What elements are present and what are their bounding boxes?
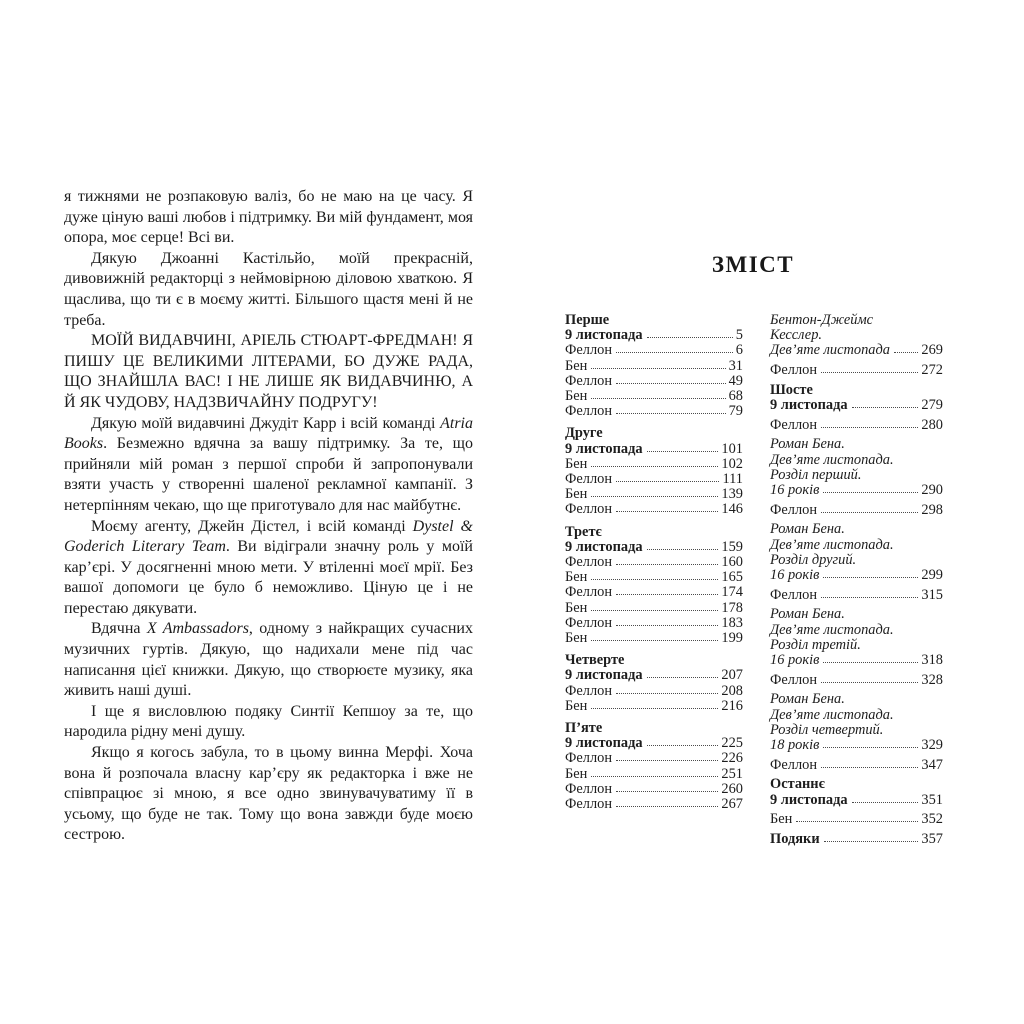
toc-entry-row: [565, 668, 743, 683]
toc-italic-block: [770, 607, 943, 668]
toc-page-number: 290: [921, 482, 943, 499]
toc-column-right: [770, 313, 943, 847]
toc-title: ЗМІСТ: [711, 252, 795, 277]
paragraph: [64, 331, 473, 413]
toc-entry-label: 9 листопада: [565, 667, 643, 684]
body-text: Дякую моїй видавчині Джудіт Карр і всій команді: [91, 414, 441, 432]
toc-entry-block: [565, 404, 743, 419]
toc-entry-block: [565, 751, 743, 766]
toc-entry-label: Феллон: [770, 671, 818, 688]
toc-italic-block: [770, 692, 943, 753]
toc-italic-block: [770, 522, 943, 583]
toc-entry-block: [565, 585, 743, 600]
toc-entry-label: Феллон: [770, 756, 818, 773]
toc-entry-row: [565, 359, 743, 374]
toc-page-number: 79: [728, 403, 743, 420]
toc-page-number: 178: [721, 599, 743, 616]
toc-entry-row: [770, 738, 943, 753]
dot-leader: [616, 352, 733, 353]
dot-leader: [616, 625, 718, 626]
toc-page-number: 160: [721, 554, 743, 571]
toc-entry-row: [565, 502, 743, 517]
toc-entry-block: [565, 555, 743, 570]
toc-entry-block: [565, 457, 743, 472]
toc-entry-row: [770, 758, 943, 773]
toc-entry-label: Феллон: [565, 471, 613, 488]
dot-leader: [647, 677, 719, 678]
paragraph: [64, 187, 473, 249]
toc-entry-row: [770, 418, 943, 433]
toc-italic-line: Бентон-Джеймс: [770, 312, 874, 328]
toc-entry-block: [770, 758, 943, 773]
toc-entry-row: [770, 363, 943, 378]
toc-page-number: 329: [921, 737, 943, 754]
toc-entry-label: Бен: [565, 455, 588, 472]
toc-entry-row: [565, 457, 743, 472]
toc-section-title: П’яте: [565, 720, 603, 737]
toc-section-block: [770, 383, 943, 413]
toc-entry-block: [770, 588, 943, 603]
toc-page-number: 280: [921, 416, 943, 433]
toc-page-number: 216: [721, 697, 743, 714]
toc-entry-row: [565, 570, 743, 585]
toc-entry-block: [565, 631, 743, 646]
toc-page-number: 165: [721, 569, 743, 586]
toc-entry-row: [565, 601, 743, 616]
toc-entry-row: [565, 472, 743, 487]
dot-leader: [821, 427, 918, 428]
body-text: Дякую Джоанні Кастільйо, моїй прекрасній, дивовижній редакторці з неймовірною діловою хваткою. Я щаслива, що ти є в моєму житті. Більшого щастя мені й не треба.: [64, 249, 473, 329]
toc-italic-line: Роман Бена.: [770, 436, 845, 453]
toc-entry-label: Подяки: [770, 831, 820, 848]
toc-entry-row: [770, 398, 943, 413]
paragraph: [64, 249, 473, 331]
toc-entry-label: Феллон: [565, 682, 613, 699]
toc-section-block: [565, 313, 743, 343]
toc-entry-block: [770, 418, 943, 433]
dot-leader: [894, 352, 918, 353]
dot-leader: [616, 413, 726, 414]
dot-leader: [591, 368, 725, 369]
toc-page-number: 225: [721, 735, 743, 752]
dot-leader: [591, 610, 718, 611]
toc-italic-block: [770, 313, 943, 359]
toc-entry-row: [770, 793, 943, 808]
toc-italic-line: Розділ другий.: [770, 551, 857, 568]
toc-entry-label: Бен: [565, 765, 588, 782]
body-text: І ще я висловлюю подяку Синтії Кепшоу за те, що народила рідну мені душу.: [64, 702, 473, 741]
toc-page-number: 226: [721, 750, 743, 767]
toc-page-number: 318: [921, 652, 943, 669]
body-text: . Безмежно вдячна за вашу підтримку. За те, що прийняли мій роман з першої спроби й запропонували взяти участь у створенні шаленої рекламної кампанії. З нетерпінням чекаю, що ще приготувало для нас майбутнє.: [64, 435, 473, 514]
toc-entry-label: Феллон: [565, 750, 613, 767]
toc-entry-label: 18 років: [770, 737, 820, 754]
toc-entry-label: Феллон: [565, 780, 613, 797]
toc-entry-row: [565, 328, 743, 343]
toc-entry-label: Дев’яте листопада: [770, 342, 890, 359]
body-text: МОЇЙ ВИДАВЧИНІ, АРІЕЛЬ СТЮАРТ-ФРЕДМАН! Я ПИШУ ЦЕ ВЕЛИКИМИ ЛІТЕРАМИ, БО ДУЖЕ РАДА, ЩО ЗНАЙШЛА ВАС! І НЕ ЛИШЕ ЯК ВИДАВЧИНЮ, А Й ЯК ЧУДОВУ, НАДЗВИЧАЙНУ ПОДРУГУ!: [64, 332, 473, 411]
toc-entry-block: [770, 503, 943, 518]
body-text: . Ви відіграли значну роль у моїй кар’єрі. У досягненні мною мети. У втіленні моєї мрії. Без вашої допомоги це було б неможливо. Ціную це і не перестаю дякувати.: [64, 538, 473, 617]
toc-entry-row: [565, 404, 743, 419]
toc-entry-row: [770, 588, 943, 603]
toc-entry-row: [565, 555, 743, 570]
toc-section-block: [770, 777, 943, 807]
toc-entry-row: [565, 782, 743, 797]
dot-leader: [824, 841, 919, 842]
toc-entry-label: Феллон: [565, 342, 613, 359]
paragraph: [64, 743, 473, 846]
toc-entry-row: [565, 631, 743, 646]
dot-leader: [821, 372, 918, 373]
toc-section-title: Останнє: [770, 776, 825, 793]
dot-leader: [616, 564, 718, 565]
toc-page-number: 267: [721, 796, 743, 813]
dot-leader: [591, 579, 718, 580]
toc-entry-block: [565, 487, 743, 502]
toc-entry-label: 9 листопада: [565, 327, 643, 344]
toc-italic-line: Розділ четвертий.: [770, 721, 884, 738]
italic-name-text: X Ambassadors: [146, 620, 249, 638]
toc-entry-row: [565, 767, 743, 782]
toc-entry-label: Бен: [565, 569, 588, 586]
dot-leader: [647, 745, 719, 746]
toc-entry-label: Бен: [565, 388, 588, 405]
toc-entry-label: Бен: [770, 811, 793, 828]
toc-entry-label: Феллон: [565, 372, 613, 389]
toc-entry-block: [565, 359, 743, 374]
paragraph: [64, 702, 473, 743]
paragraph: [64, 414, 473, 517]
toc-entry-label: Бен: [565, 630, 588, 647]
toc-entry-row: [565, 797, 743, 812]
dot-leader: [852, 802, 919, 803]
toc-page-number: 315: [921, 586, 943, 603]
body-text: , одному з найкращих сучасних музичних гуртів. Дякую, що надихали мене під час написання цієї книжки. Дякую, що створюєте музику, яка живить наші душі.: [64, 620, 473, 700]
toc-entry-label: 9 листопада: [565, 735, 643, 752]
toc-page-number: 102: [721, 455, 743, 472]
toc-entry-label: 9 листопада: [565, 538, 643, 555]
dot-leader: [821, 512, 918, 513]
paragraph: [64, 517, 473, 620]
dot-leader: [821, 767, 918, 768]
toc-entry-row: [565, 487, 743, 502]
toc-page-number: 111: [722, 471, 743, 488]
paragraph: [64, 619, 473, 701]
toc-page-number: 299: [921, 567, 943, 584]
toc-section-title: Третє: [565, 523, 602, 540]
toc-entry-label: Феллон: [565, 584, 613, 601]
dot-leader: [823, 662, 918, 663]
dot-leader: [823, 492, 918, 493]
toc-section-block: [565, 721, 743, 751]
toc-page-number: 269: [921, 342, 943, 359]
toc-page-number: 357: [921, 831, 943, 848]
toc-section-title: Друге: [565, 425, 603, 442]
dot-leader: [591, 708, 718, 709]
dot-leader: [616, 806, 718, 807]
toc-entry-row: [770, 812, 943, 827]
toc-section-block: [565, 653, 743, 683]
toc-entry-row: [565, 751, 743, 766]
toc-entry-block: [565, 374, 743, 389]
toc-entry-block: [770, 673, 943, 688]
toc-entry-block: [565, 389, 743, 404]
toc-italic-line: Розділ перший.: [770, 466, 862, 483]
toc-entry-row: [770, 568, 943, 583]
toc-page-number: 272: [921, 362, 943, 379]
toc-entry-row: [770, 653, 943, 668]
toc-entry-block: [565, 570, 743, 585]
toc-entry-row: [770, 673, 943, 688]
toc-page-number: 208: [721, 682, 743, 699]
dot-leader: [796, 821, 918, 822]
toc-column-left: [565, 313, 743, 812]
toc-page-number: 101: [721, 440, 743, 457]
body-text: Якщо я когось забула, то в цьому винна Мерфі. Хоча вона й розпочала власну кар’єру як редакторка і вже не співпрацює зі мною, я все одно звинувачуватиму її в усьому, що буде не так. Тому що вона завжди буде моєю сестрою.: [64, 744, 473, 844]
italic-name-text: Atria Books: [64, 414, 473, 453]
toc-entry-row: [565, 684, 743, 699]
toc-page-number: 352: [921, 811, 943, 828]
toc-entry-label: Феллон: [770, 362, 818, 379]
dot-leader: [616, 693, 718, 694]
toc-italic-line: Роман Бена.: [770, 606, 845, 623]
acknowledgments-text: [64, 187, 473, 846]
toc-page-number: 159: [721, 538, 743, 555]
toc-entry-row: [565, 374, 743, 389]
toc-page-number: 49: [728, 372, 743, 389]
toc-entry-label: 9 листопада: [770, 791, 848, 808]
toc-page-number: 328: [921, 671, 943, 688]
toc-entry-row: [770, 483, 943, 498]
toc-entry-block: [565, 343, 743, 358]
toc-section-block: [565, 426, 743, 456]
toc-entry-row: [770, 343, 943, 358]
toc-entry-row: [770, 832, 943, 847]
dot-leader: [616, 481, 719, 482]
toc-page-number: 6: [735, 342, 743, 359]
toc-entry-label: Феллон: [565, 614, 613, 631]
toc-entry-label: Феллон: [770, 416, 818, 433]
toc-section-block: [565, 525, 743, 555]
toc-page-number: 279: [921, 397, 943, 414]
toc-page-number: 298: [921, 501, 943, 518]
toc-entry-row: [770, 503, 943, 518]
toc-page-number: 183: [721, 614, 743, 631]
italic-name-text: Dystel & Goderich Literary Team: [64, 517, 474, 556]
dot-leader: [852, 407, 919, 408]
toc-page-number: 260: [721, 780, 743, 797]
toc-entry-block: [770, 832, 943, 847]
toc-entry-row: [565, 389, 743, 404]
toc-entry-row: [565, 343, 743, 358]
toc-page-number: 207: [721, 667, 743, 684]
toc-page-number: 351: [921, 791, 943, 808]
dot-leader: [616, 383, 726, 384]
toc-entry-label: Феллон: [565, 501, 613, 518]
toc-entry-block: [565, 699, 743, 714]
toc-italic-line: Дев’яте листопада.: [770, 536, 894, 553]
toc-page-number: 31: [728, 357, 743, 374]
dot-leader: [647, 451, 719, 452]
toc-page-number: 347: [921, 756, 943, 773]
toc-entry-label: Бен: [565, 599, 588, 616]
toc-italic-line: Дев’яте листопада.: [770, 621, 894, 638]
toc-entry-block: [770, 363, 943, 378]
toc-italic-block: [770, 437, 943, 498]
dot-leader: [616, 760, 718, 761]
toc-page-number: 199: [721, 630, 743, 647]
dot-leader: [823, 577, 918, 578]
toc-entry-row: [565, 736, 743, 751]
toc-entry-label: 16 років: [770, 482, 820, 499]
dot-leader: [647, 337, 733, 338]
dot-leader: [647, 549, 719, 550]
toc-entry-row: [565, 616, 743, 631]
toc-entry-label: Бен: [565, 697, 588, 714]
dot-leader: [821, 597, 918, 598]
toc-entry-block: [565, 797, 743, 812]
toc-entry-label: Феллон: [770, 501, 818, 518]
body-text: Моєму агенту, Джейн Дістел, і всій команді: [91, 517, 413, 535]
dot-leader: [616, 791, 718, 792]
toc-entry-label: Феллон: [565, 554, 613, 571]
toc-italic-line: Кесслер.: [770, 327, 822, 344]
toc-italic-line: Розділ третій.: [770, 636, 861, 653]
toc-entry-row: [565, 540, 743, 555]
body-text: я тижнями не розпаковую валіз, бо не маю на це часу. Я дуже ціную ваші любов і підтримку. Ви мій фундамент, моя опора, моє серце! Всі ви.: [64, 188, 473, 247]
toc-entry-label: 9 листопада: [565, 440, 643, 457]
toc-section-title: Перше: [565, 312, 610, 328]
toc-page-number: 5: [735, 327, 743, 344]
toc-entry-label: Феллон: [770, 586, 818, 603]
toc-entry-row: [565, 442, 743, 457]
toc-italic-line: Роман Бена.: [770, 691, 845, 708]
toc-page-number: 251: [721, 765, 743, 782]
toc-page-number: 68: [728, 388, 743, 405]
dot-leader: [616, 594, 718, 595]
toc-entry-block: [565, 601, 743, 616]
toc-section-title: Шосте: [770, 381, 813, 398]
toc-entry-label: 16 років: [770, 567, 820, 584]
toc-page-number: 174: [721, 584, 743, 601]
dot-leader: [591, 776, 718, 777]
toc-entry-row: [565, 585, 743, 600]
toc-entry-block: [565, 684, 743, 699]
toc-italic-line: Роман Бена.: [770, 521, 845, 538]
toc-entry-label: 9 листопада: [770, 397, 848, 414]
toc-entry-block: [770, 812, 943, 827]
toc-entry-block: [565, 767, 743, 782]
toc-entry-label: 16 років: [770, 652, 820, 669]
dot-leader: [591, 466, 718, 467]
toc-page-number: 146: [721, 501, 743, 518]
dot-leader: [821, 682, 918, 683]
toc-entry-row: [565, 699, 743, 714]
toc-entry-label: Бен: [565, 486, 588, 503]
toc-page-number: 139: [721, 486, 743, 503]
dot-leader: [616, 511, 718, 512]
toc-entry-label: Бен: [565, 357, 588, 374]
dot-leader: [591, 398, 725, 399]
toc-italic-line: Дев’яте листопада.: [770, 451, 894, 468]
dot-leader: [591, 640, 718, 641]
toc-entry-block: [565, 502, 743, 517]
toc-entry-block: [565, 616, 743, 631]
dot-leader: [591, 496, 718, 497]
toc-section-title: Четверте: [565, 652, 625, 669]
toc-entry-block: [565, 782, 743, 797]
toc-entry-label: Феллон: [565, 403, 613, 420]
dot-leader: [823, 747, 918, 748]
toc-entry-block: [565, 472, 743, 487]
toc-entry-label: Феллон: [565, 796, 613, 813]
body-text: Вдячна: [91, 620, 147, 638]
toc-italic-line: Дев’яте листопада.: [770, 706, 894, 723]
